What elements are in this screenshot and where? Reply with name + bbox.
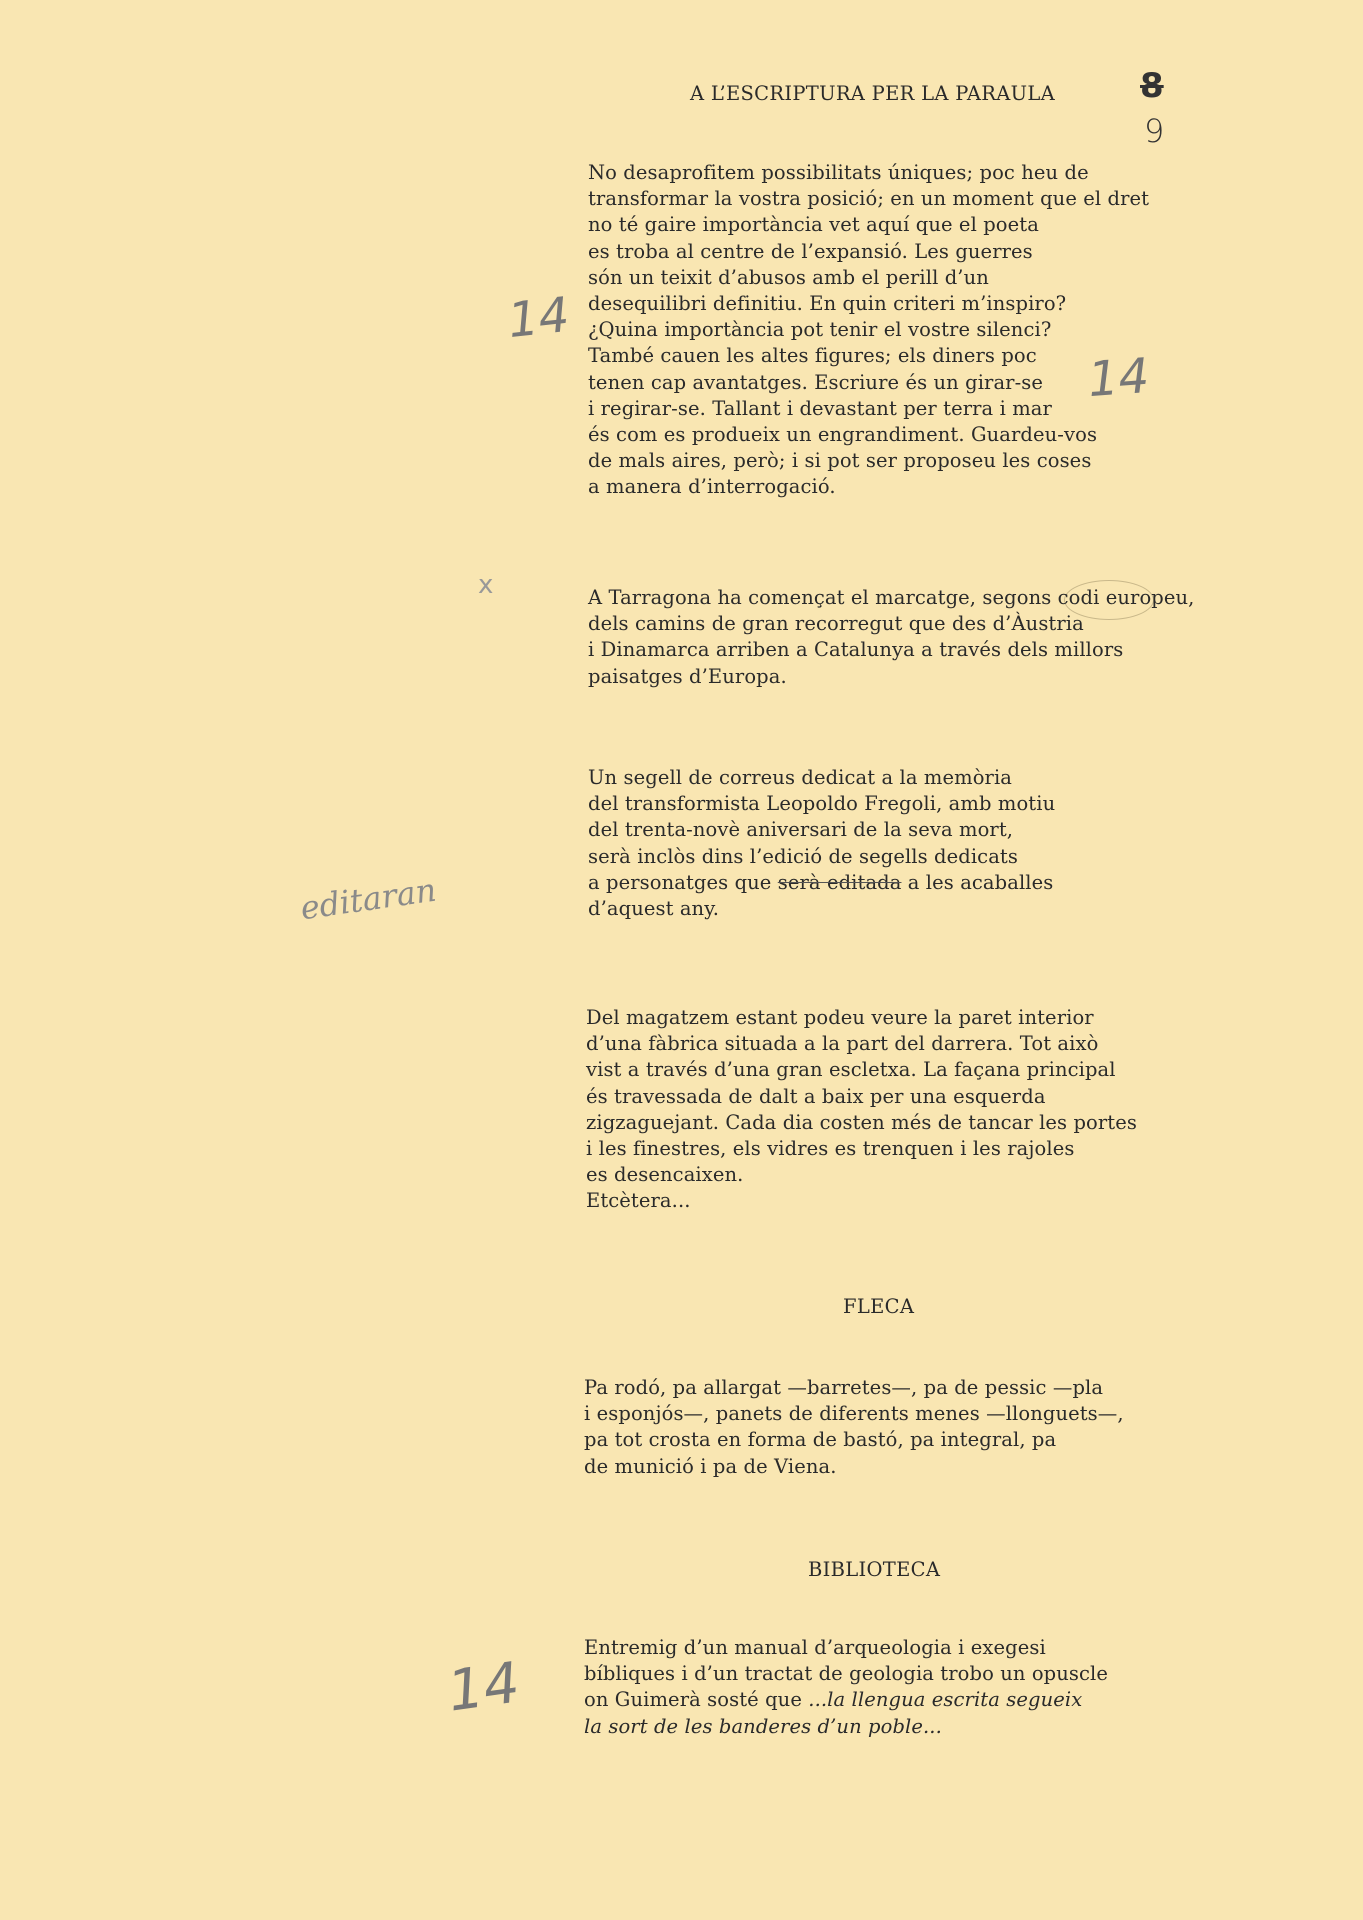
- text-line: i esponjós—, panets de diferents menes —llonguets—,: [584, 1402, 1124, 1426]
- text-line: de mals aires, però; i si pot ser proposeu les coses: [588, 449, 1092, 473]
- text-fragment: on Guimerà sosté que: [584, 1688, 802, 1712]
- quote-line: la sort de les banderes d’un poble...: [584, 1714, 942, 1738]
- text-line: és com es produeix un engrandiment. Guardeu-vos: [588, 422, 1098, 446]
- text-line: Etcètera...: [586, 1189, 691, 1213]
- text-line: es desencaixen.: [586, 1163, 744, 1187]
- heading-fleca: FLECA: [843, 1295, 915, 1318]
- text-line: ¿Quina importància pot tenir el vostre silenci?: [588, 318, 1052, 342]
- text-line: bíbliques i d’un tractat de geologia trobo un opuscle: [584, 1662, 1109, 1686]
- text-fragment: a personatges que: [588, 870, 778, 894]
- text-line: del trenta-novè aniversari de la seva mort,: [588, 818, 1014, 842]
- text-line: A Tarragona ha començat el marcatge, segons codi europeu,: [588, 586, 1195, 609]
- section-title: A L’ESCRIPTURA PER LA PARAULA: [690, 82, 1055, 105]
- text-line: a manera d’interrogació.: [588, 475, 836, 499]
- text-line: i Dinamarca arriben a Catalunya a través dels millors: [588, 638, 1124, 662]
- text-line: No desaprofitem possibilitats úniques; poc heu de: [588, 161, 1089, 184]
- text-line: són un teixit d’abusos amb el perill d’un: [588, 265, 989, 289]
- text-line: d’aquest any.: [588, 896, 720, 920]
- page-number-new: 9: [1144, 112, 1165, 150]
- page-number-old: 8: [1140, 66, 1164, 106]
- text-line: d’una fàbrica situada a la part del darrera. Tot això: [586, 1032, 1099, 1056]
- text-line: zigzaguejant. Cada dia costen més de tancar les portes: [586, 1110, 1137, 1134]
- text-line: transformar la vostra posició; en un moment que el dret: [588, 187, 1150, 211]
- text-line: vist a través d’una gran escletxa. La façana principal: [586, 1058, 1116, 1082]
- text-line: tenen cap avantatges. Escriure és un girar-se: [588, 370, 1044, 394]
- text-line: es troba al centre de l’expansió. Les guerres: [588, 239, 1033, 263]
- text-line: i les finestres, els vidres es trenquen i les rajoles: [586, 1136, 1075, 1160]
- text-line: és travessada de dalt a baix per una esquerda: [586, 1084, 1046, 1108]
- text-line: paisatges d’Europa.: [588, 664, 787, 688]
- text-line: dels camins de gran recorregut que des d’Àustria: [588, 612, 1084, 636]
- paragraph-4: [586, 1005, 1137, 1215]
- paragraph-1: [588, 160, 1149, 500]
- text-line: Pa rodó, pa allargat —barretes—, pa de pessic —pla: [584, 1376, 1104, 1399]
- text-line: del transformista Leopoldo Fregoli, amb motiu: [588, 792, 1056, 816]
- text-line: de munició i pa de Viena.: [584, 1454, 837, 1478]
- text-line: Un segell de correus dedicat a la memòria: [588, 766, 1013, 789]
- text-fragment: a les acaballes: [901, 870, 1054, 894]
- paragraph-5: [584, 1375, 1124, 1480]
- text-line: pa tot crosta en forma de bastó, pa integral, pa: [584, 1428, 1057, 1452]
- paragraph-3: [588, 765, 1055, 922]
- text-line: no té gaire importància vet aquí que el poeta: [588, 213, 1039, 237]
- heading-biblioteca: BIBLIOTECA: [808, 1558, 941, 1581]
- text-line: Entremig d’un manual d’arqueologia i exegesi: [584, 1636, 1046, 1659]
- text-line: Del magatzem estant podeu veure la paret interior: [586, 1006, 1094, 1029]
- margin-note-14-bottom: 14: [443, 1650, 524, 1725]
- text-line-with-correction: [588, 870, 1055, 896]
- margin-note-14-left: 14: [505, 286, 572, 350]
- text-line-with-quote: [584, 1687, 1108, 1713]
- margin-note-x: x: [478, 570, 494, 600]
- quote-fragment: ...la llengua escrita segueix: [808, 1688, 1083, 1712]
- struck-text: serà editada: [777, 870, 902, 894]
- text-line: També cauen les altes figures; els diners poc: [588, 344, 1037, 368]
- margin-note-editaran: editaran: [298, 870, 439, 928]
- text-line: i regirar-se. Tallant i devastant per terra i mar: [588, 396, 1052, 420]
- margin-note-14-right: 14: [1086, 347, 1151, 409]
- paragraph-6: [584, 1635, 1108, 1740]
- text-line: desequilibri definitiu. En quin criteri m’inspiro?: [588, 291, 1067, 315]
- text-line: serà inclòs dins l’edició de segells dedicats: [588, 844, 1018, 868]
- paragraph-2: [588, 585, 1194, 690]
